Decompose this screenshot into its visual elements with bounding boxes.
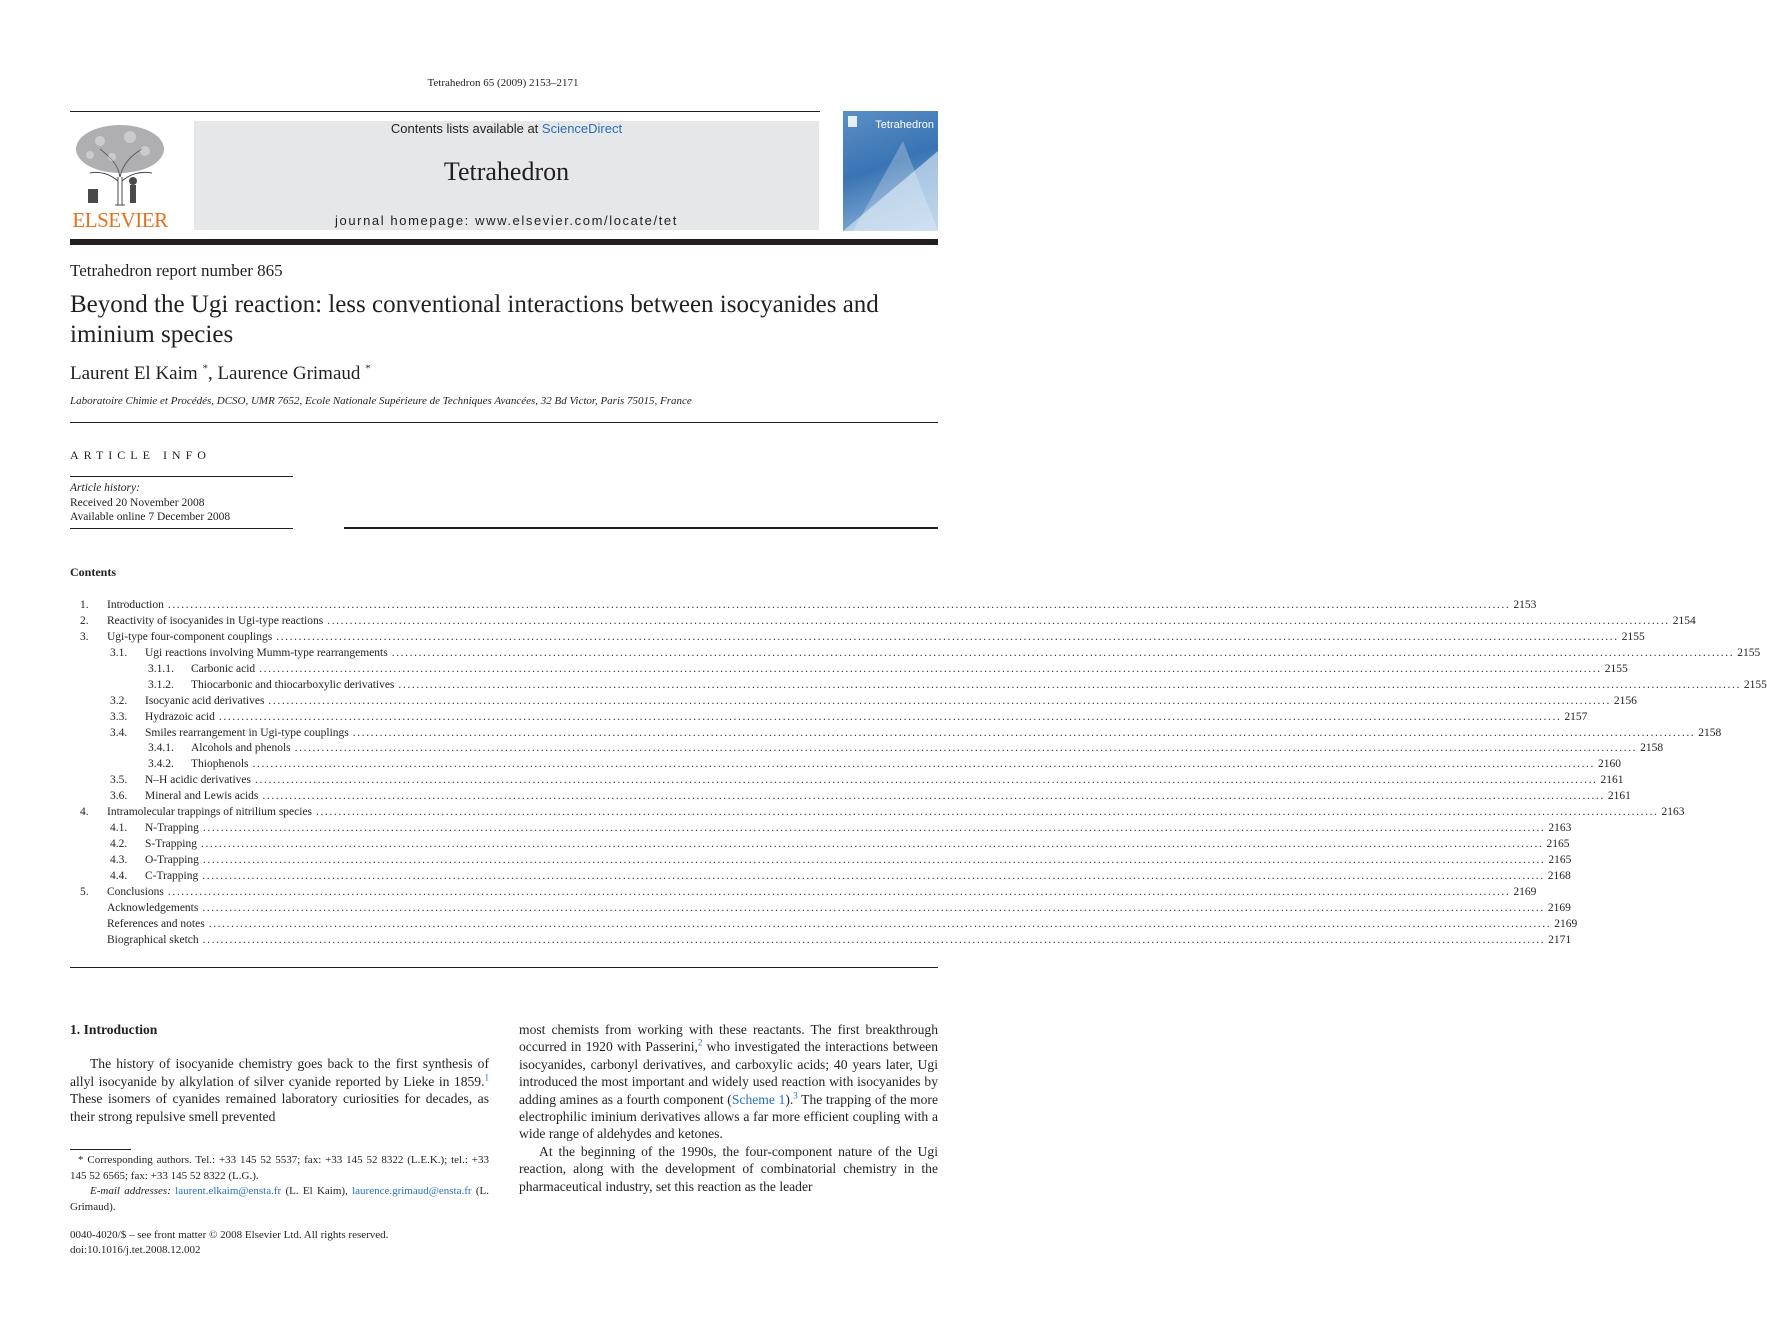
article-title: Beyond the Ugi reaction: less conventional interactions between isocyanides and iminium species [70,291,879,348]
toc-entry-number: 4.2. [110,838,128,851]
toc-entry-number: 3.5. [110,774,128,787]
toc-entry-page: 2160 [1598,758,1621,771]
toc-entry-page: 2157 [1564,710,1588,723]
toc-entry[interactable] [70,885,1537,901]
toc-entry[interactable] [70,933,1572,949]
toc-entry[interactable] [70,662,1628,678]
intro-paragraph [70,1055,489,1125]
toc-leader-dots: ............................................................................................................................................................................................................................................................................................................ [202,933,1546,946]
toc-entry-label[interactable]: N-Trapping [145,822,199,835]
email-2-owner: (L. Grimaud). [70,1185,489,1213]
toc-entry[interactable] [70,598,1537,614]
copyright-block [70,1228,388,1258]
toc-entry[interactable] [70,757,1621,773]
toc-leader-dots: ............................................................................................................................................................................................................................................................................................................ [202,822,1546,835]
toc-entry-number: 3.1.2. [148,678,174,691]
toc-entry-page: 2155 [1743,678,1767,691]
toc-entry-number: 3.4. [110,726,128,739]
toc-entry-page: 2163 [1661,806,1685,819]
author-list [70,363,371,385]
toc-entry-page: 2154 [1672,614,1696,627]
toc-entry-label[interactable]: Thiocarbonic and thiocarboxylic derivatives [191,678,395,691]
text-c: ). [785,1091,794,1107]
toc-entry-number: 4.1. [110,822,128,835]
toc-leader-dots: ............................................................................................................................................................................................................................................................................................................ [294,742,1638,755]
toc-entry-number: 1. [80,599,89,611]
text-b: who investigated the interactions between isocyanides, carbonyl derivatives, and carboxylic acids; 40 years later, Ugi introduced the most important and widely used reaction with isocyanides by adding amines as a fourth component ( [519,1039,938,1107]
toc-leader-dots: ............................................................................................................................................................................................................................................................................................................ [398,678,1741,691]
toc-leader-dots: ............................................................................................................................................................................................................................................................................................................ [316,806,1659,819]
toc-entry-label[interactable]: Hydrazoic acid [145,710,215,723]
toc-entry-label[interactable]: Acknowledgements [107,901,199,914]
toc-entry-label[interactable]: S-Trapping [145,838,197,851]
affiliation: Laboratoire Chimie et Procédés, DCSO, UMR 7652, Ecole Nationale Supérieure de Techniques Avancées, 32 Bd Victor, Paris 75015, France [70,395,692,407]
sciencedirect-link[interactable]: ScienceDirect [541,121,623,136]
article-info-rule [70,476,293,477]
email-1-link[interactable]: laurent.elkaim@ensta.fr [175,1185,282,1198]
toc-leader-dots: ............................................................................................................................................................................................................................................................................................................ [259,662,1602,675]
toc-entry-label[interactable]: Intramolecular trappings of nitrilium species [107,806,313,819]
toc-entry-number: 4. [80,806,89,819]
history-label: Article history: [70,482,140,494]
toc-entry-page: 2158 [1698,726,1722,739]
email-2-link[interactable]: laurence.grimaud@ensta.fr [352,1185,472,1198]
contents-heading: Contents [70,565,117,579]
email-line [70,1184,489,1215]
toc-leader-dots: ............................................................................................................................................................................................................................................................................................................ [255,774,1598,787]
toc-leader-dots: ............................................................................................................................................................................................................................................................................................................ [352,726,1696,739]
toc-entry-label[interactable]: References and notes [107,917,205,930]
toc-entry-page: 2165 [1548,854,1572,866]
contents-rule [70,967,938,968]
toc-entry[interactable] [70,694,1637,710]
toc-entry-page: 2155 [1737,646,1761,659]
header-rule [70,111,820,112]
contents-prefix: Contents lists available at [390,121,542,136]
toc-entry[interactable] [70,614,1696,630]
cover-title: Tetrahedron [875,119,934,131]
toc-leader-dots: ............................................................................................................................................................................................................................................................................................................ [202,869,1545,882]
toc-entry-number: 4.4. [110,869,128,882]
toc-entry-number: 3.6. [110,790,128,803]
toc-entry-page: 2156 [1613,694,1637,707]
toc-entry-label[interactable]: Isocyanic acid derivatives [145,694,265,707]
footnote-rule [70,1149,131,1150]
toc-entry-label[interactable]: Conclusions [107,885,164,898]
toc-leader-dots: ............................................................................................................................................................................................................................................................................................................ [202,901,1545,914]
body-column-right [519,1021,938,1195]
journal-homepage[interactable]: journal homepage: www.elsevier.com/locate/tet [335,213,678,228]
masthead-rule [70,239,938,245]
toc-entry-number: 3. [80,630,89,643]
continued-paragraph [519,1021,938,1143]
toc-entry[interactable] [70,773,1624,789]
ref-1-link[interactable]: 1 [484,1072,489,1083]
author-1-mark[interactable]: * [202,362,208,375]
toc-entry-page: 2168 [1547,869,1571,882]
affiliation-rule [70,422,938,423]
toc-entry-page: 2161 [1600,774,1624,787]
toc-entry-label[interactable]: Mineral and Lewis acids [145,790,259,803]
report-number: Tetrahedron report number 865 [70,261,283,280]
toc-entry-label[interactable]: Ugi-type four-component couplings [107,630,273,643]
toc-entry-number: 5. [80,885,89,898]
toc-entry-number: 3.1.1. [148,662,174,675]
toc-entry[interactable] [70,630,1645,646]
toc-leader-dots: ............................................................................................................................................................................................................................................................................................................ [167,885,1511,898]
toc-leader-dots: ............................................................................................................................................................................................................................................................................................................ [200,838,1544,851]
toc-leader-dots: ............................................................................................................................................................................................................................................................................................................ [252,758,1595,771]
toc-leader-dots: ............................................................................................................................................................................................................................................................................................................ [327,614,1670,627]
intro-text-a: The history of isocyanide chemistry goes back to the first synthesis of allyl isocyanide by alkylation of silver cyanide reported by Lieke in 1859. [70,1056,489,1089]
intro-text-b: These isomers of cyanides remained laboratory curiosities for decades, as their strong repulsive smell prevented [70,1091,489,1124]
toc-entry-number: 3.4.1. [148,742,174,755]
toc-leader-dots: ............................................................................................................................................................................................................................................................................................................ [391,646,1735,659]
toc-entry-page: 2171 [1548,933,1572,946]
toc-leader-dots: ............................................................................................................................................................................................................................................................................................................ [262,790,1605,803]
toc-entry-page: 2163 [1548,822,1572,835]
toc-entry[interactable] [70,917,1578,933]
toc-entry-label[interactable]: Introduction [107,599,164,611]
toc-entry-page: 2169 [1513,885,1537,898]
doi-line[interactable]: doi:10.1016/j.tet.2008.12.002 [70,1244,201,1256]
received-date: Received 20 November 2008 [70,496,205,509]
footnote [70,1153,489,1215]
toc-entry-label[interactable]: Biographical sketch [107,933,199,946]
toc-entry-label[interactable]: O-Trapping [145,854,199,866]
toc-entry-label[interactable]: Smiles rearrangement in Ugi-type couplings [145,726,349,739]
author-2-mark[interactable]: * [365,362,371,375]
toc-entry[interactable] [70,678,1767,694]
toc-entry[interactable] [70,741,1664,757]
section-heading: 1. Introduction [70,1022,158,1037]
email-label: E-mail addresses: [90,1185,176,1198]
toc-entry[interactable] [70,805,1685,821]
ref-3-link[interactable]: 3 [793,1090,798,1101]
toc-entry[interactable] [70,837,1570,853]
toc-entry-number: 3.4.2. [148,758,174,771]
toc-entry-label[interactable]: Ugi reactions involving Mumm-type rearrangements [145,646,388,659]
author-1[interactable]: Laurent El Kaim [70,363,198,384]
toc-entry-page: 2169 [1554,917,1578,930]
toc-entry[interactable] [70,789,1631,805]
toc-leader-dots: ............................................................................................................................................................................................................................................................................................................ [218,710,1562,723]
toc-entry-number: 3.1. [110,646,128,659]
toc-entry-label[interactable]: C-Trapping [145,869,199,882]
toc-entry-number: 3.3. [110,710,128,723]
toc-entry-number: 3.2. [110,694,128,707]
author-2[interactable]: Laurence Grimaud [217,363,361,384]
available-date: Available online 7 December 2008 [70,511,231,523]
toc-entry-page: 2155 [1604,662,1628,675]
journal-masthead [194,121,819,230]
toc-entry-page: 2153 [1513,599,1537,611]
toc-leader-dots: ............................................................................................................................................................................................................................................................................................................ [208,917,1552,930]
toc-entry-label[interactable]: Alcohols and phenols [191,742,291,755]
toc-leader-dots: ............................................................................................................................................................................................................................................................................................................ [202,854,1546,866]
contents-available-line [194,121,819,136]
copyright-line: 0040-4020/$ – see front matter © 2008 Elsevier Ltd. All rights reserved. [70,1229,389,1241]
toc-entry[interactable] [70,646,1761,662]
toc-leader-dots: ............................................................................................................................................................................................................................................................................................................ [268,694,1611,707]
toc-entry-label[interactable]: Carbonic acid [191,662,256,675]
text-a: most chemists from working with these reactants. The first breakthrough occurred in 1920 with Passerini, [519,1022,938,1055]
abstract-rule [344,527,938,529]
toc-entry[interactable] [70,901,1571,917]
author-separator: , [207,363,218,384]
toc-leader-dots: ............................................................................................................................................................................................................................................................................................................ [276,630,1619,643]
article-history [70,481,230,525]
ref-2-link[interactable]: 2 [697,1037,703,1048]
email-1-owner: (L. El Kaim), [281,1185,353,1198]
journal-cover-image [843,111,938,231]
journal-reference: Tetrahedron 65 (2009) 2153–2171 [427,77,579,89]
scheme-1-link[interactable]: Scheme 1 [731,1091,786,1107]
toc-entry[interactable] [70,710,1588,726]
article-info-heading: ARTICLE INFO [70,448,211,462]
table-of-contents [70,598,1767,949]
toc-entry-label[interactable]: Thiophenols [191,758,249,771]
toc-entry[interactable] [70,853,1572,869]
journal-name: Tetrahedron [443,157,570,186]
toc-entry[interactable] [70,869,1571,885]
toc-entry-page: 2158 [1640,742,1664,755]
text-d: The trapping of the more electrophilic iminium derivatives allows a far more efficient coupling with a wide range of aldehydes and ketones. [519,1091,938,1142]
elsevier-wordmark: ELSEVIER [72,208,168,232]
toc-entry[interactable] [70,726,1722,742]
toc-entry-number: 4.3. [110,854,128,866]
toc-entry-number: 2. [80,614,89,627]
history-rule [70,528,293,529]
second-paragraph: At the beginning of the 1990s, the four-component nature of the Ugi reaction, along with the development of combinatorial chemistry in the pharmaceutical industry, set this reaction as the leader [519,1143,938,1194]
body-column-left [70,1021,489,1125]
toc-leader-dots: ............................................................................................................................................................................................................................................................................................................ [167,599,1511,611]
toc-entry[interactable] [70,821,1572,837]
toc-entry-page: 2161 [1607,790,1631,803]
toc-entry-page: 2169 [1547,901,1571,914]
toc-entry-page: 2165 [1546,838,1570,851]
toc-entry-label[interactable]: N–H acidic derivatives [145,774,252,787]
corresponding-authors: * Corresponding authors. Tel.: +33 145 52 5537; fax: +33 145 52 8322 (L.E.K.); tel.: +33 145 52 6565; fax: +33 145 52 8322 (L.G.). [70,1154,489,1182]
toc-entry-label[interactable]: Reactivity of isocyanides in Ugi-type reactions [107,614,324,627]
toc-entry-page: 2155 [1621,630,1645,643]
